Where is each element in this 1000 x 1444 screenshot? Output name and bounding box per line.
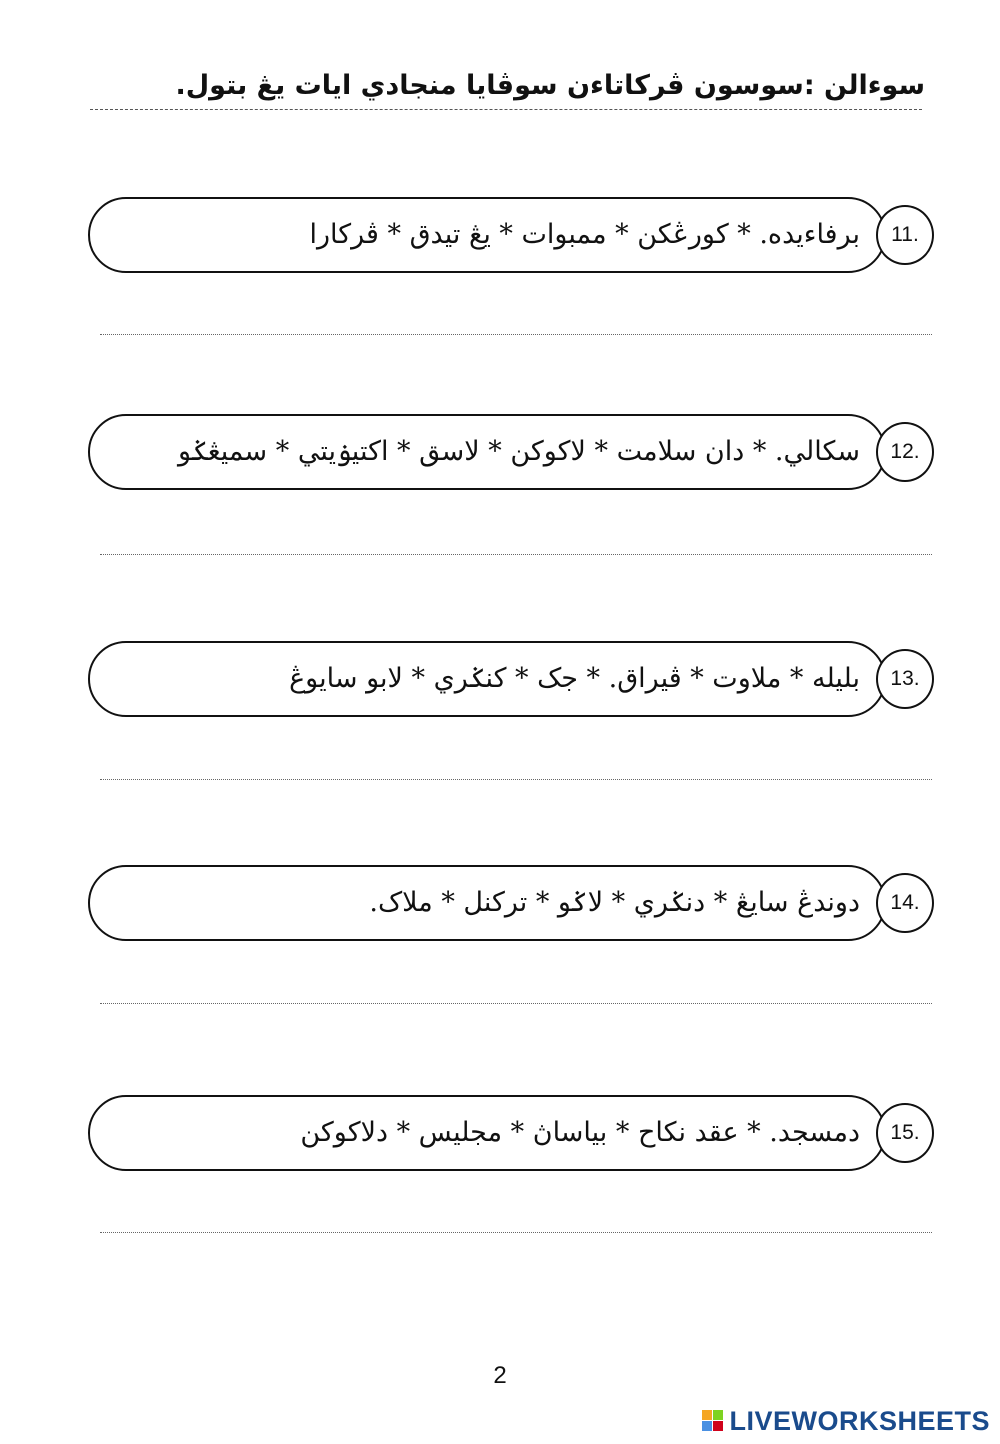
question-14 xyxy=(88,865,933,941)
title-underline xyxy=(90,109,922,110)
worksheet-instruction: سوءالن :سوسون ڤركاتاءن سوڤايا منجادي ايات يڠ بتول. xyxy=(175,70,925,101)
question-11 xyxy=(88,197,933,273)
scrambled-words: دوندڠ سايڠ * دنݢري * لاݢو * تركنل * ملاک. xyxy=(369,887,860,918)
question-number: .15 xyxy=(876,1103,934,1163)
scrambled-words: دمسجد. * عقد نكاح * بياساڽ * مجليس * دلاكوكن xyxy=(300,1117,860,1148)
question-number: .12 xyxy=(876,422,934,482)
question-number: .13 xyxy=(876,649,934,709)
word-box xyxy=(88,414,886,490)
question-12 xyxy=(88,414,933,490)
liveworksheets-brand[interactable] xyxy=(702,1404,990,1438)
answer-line-11[interactable] xyxy=(100,334,932,335)
page-number: 2 xyxy=(493,1362,507,1389)
answer-line-14[interactable] xyxy=(100,1003,932,1004)
question-number: .14 xyxy=(876,873,934,933)
scrambled-words: بليله * ملاوت * ڤيراق. * جک * كنݢري * لابو سايوڠ xyxy=(289,663,860,694)
answer-line-12[interactable] xyxy=(100,554,932,555)
word-box xyxy=(88,197,886,273)
answer-line-13[interactable] xyxy=(100,779,932,780)
word-box xyxy=(88,641,886,717)
answer-line-15[interactable] xyxy=(100,1232,932,1233)
question-15 xyxy=(88,1095,933,1171)
brand-name: LIVEWORKSHEETS xyxy=(729,1405,990,1436)
question-number: .11 xyxy=(876,205,934,265)
scrambled-words: برفاءيده. * كورڠكن * ممبوات * يڠ تيدق * ڤركارا xyxy=(309,219,860,250)
word-box xyxy=(88,1095,886,1171)
word-box xyxy=(88,865,886,941)
liveworksheets-logo-icon xyxy=(702,1410,724,1432)
scrambled-words: سكالي. * دان سلامت * لاكوكن * لاسق * اكتيۏيتي * سميڠݢو xyxy=(177,436,860,467)
question-13 xyxy=(88,641,933,717)
